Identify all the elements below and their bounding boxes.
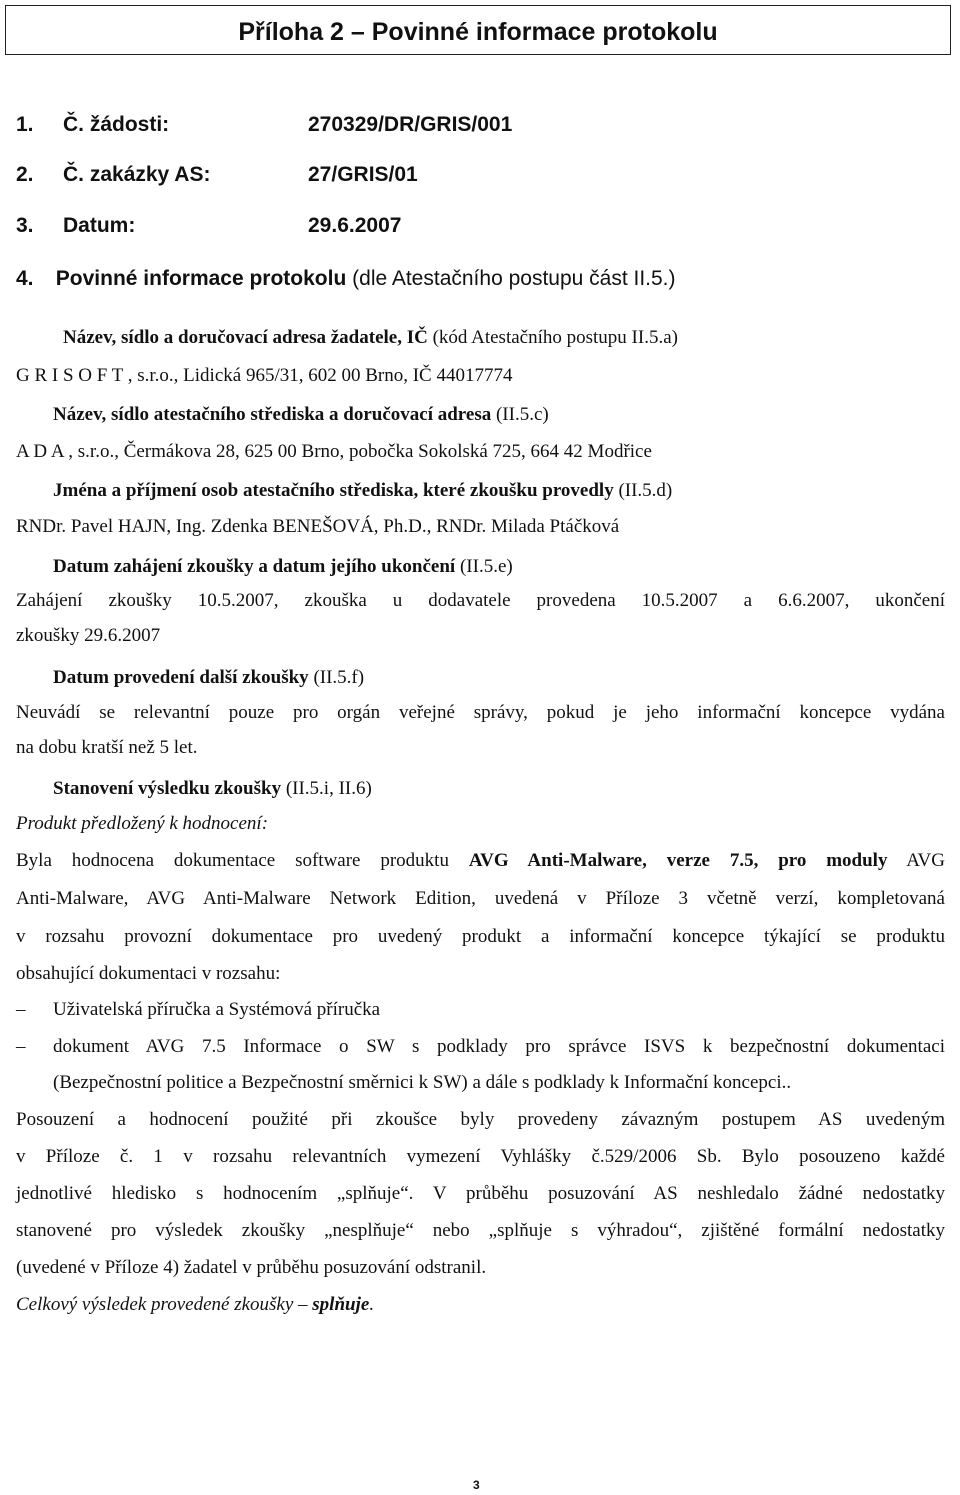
item-number: 4.	[16, 267, 34, 290]
section-d-heading	[53, 480, 672, 502]
page-title: Příloha 2 – Povinné informace protokolu	[238, 18, 718, 46]
section-f-code: (II.5.f)	[308, 667, 365, 688]
item-4-heading	[16, 266, 676, 291]
assessment-line-3: jednotlivé hledisko s hodnocením „splňuje“. V průběhu posuzování AS neshledalo žádné nedostatky	[16, 1183, 945, 1204]
section-a-bold: Název, sídlo a doručovací adresa žadatele, IČ	[63, 327, 428, 348]
order-number-row	[0, 163, 900, 191]
section-e-heading	[53, 556, 513, 578]
product-line-1-end: AVG	[887, 850, 946, 871]
section-c-heading	[53, 404, 549, 426]
section-d-code: (II.5.d)	[613, 480, 673, 501]
applicant-text: G R I S O F T , s.r.o., Lidická 965/31, 602 00 Brno, IČ 44017774	[16, 365, 513, 386]
section-f-heading	[53, 667, 364, 689]
product-name: AVG Anti-Malware, verze 7.5, pro moduly	[468, 850, 888, 871]
bullet-dash: –	[16, 999, 26, 1020]
product-line-1	[16, 850, 945, 872]
center-text: A D A , s.r.o., Čermákova 28, 625 00 Brno, pobočka Sokolská 725, 664 42 Modřice	[16, 441, 652, 462]
assessment-line-2: v Příloze č. 1 v rozsahu relevantních vymezení Vyhlášky č.529/2006 Sb. Bylo posouzeno každé	[16, 1146, 945, 1167]
next-test-line-2: na dobu kratší než 5 let.	[16, 737, 198, 758]
section-c-code: (II.5.c)	[491, 404, 549, 425]
bullet-item-continuation: (Bezpečnostní politice a Bezpečnostní směrnici k SW) a dále s podklady k Informační koncepci..	[53, 1072, 792, 1093]
item-4-normal: (dle Atestačního postupu část II.5.)	[346, 267, 676, 290]
assessment-line-1: Posouzení a hodnocení použité při zkoušce byly provedeny závazným postupem AS uvedeným	[16, 1109, 945, 1130]
section-a-heading	[63, 327, 678, 349]
product-line-3: v rozsahu provozní dokumentace pro uvedený produkt a informační koncepce týkající se produktu	[16, 926, 945, 947]
item-number: 3.	[16, 214, 34, 237]
section-c-bold: Název, sídlo atestačního střediska a doručovací adresa	[53, 404, 492, 425]
item-label: Č. žádosti:	[63, 113, 170, 136]
product-line-2: Anti-Malware, AVG Anti-Malware Network Edition, uvedená v Příloze 3 včetně verzí, kompletovaná	[16, 888, 945, 909]
date-row	[0, 214, 900, 242]
request-number-row	[0, 113, 900, 141]
test-dates-line-1: Zahájení zkoušky 10.5.2007, zkouška u dodavatele provedena 10.5.2007 a 6.6.2007, ukončení	[16, 590, 945, 611]
title-box	[5, 5, 951, 55]
section-e-bold: Datum zahájení zkoušky a datum jejího ukončení	[53, 556, 456, 577]
bullet-item: dokument AVG 7.5 Informace o SW s podklady pro správce ISVS k bezpečnostní dokumentaci	[53, 1036, 945, 1057]
item-number: 1.	[16, 113, 34, 136]
section-f-bold: Datum provedení další zkoušky	[53, 667, 309, 688]
section-i-bold: Stanovení výsledku zkoušky	[53, 778, 282, 799]
item-value: 270329/DR/GRIS/001	[308, 113, 513, 136]
result-suffix: .	[369, 1294, 375, 1315]
product-line-4: obsahující dokumentaci v rozsahu:	[16, 963, 281, 984]
personnel-text: RNDr. Pavel HAJN, Ing. Zdenka BENEŠOVÁ, Ph.D., RNDr. Milada Ptáčková	[16, 516, 620, 537]
section-a-code: (kód Atestačního postupu II.5.a)	[427, 327, 678, 348]
item-label: Datum:	[63, 214, 136, 237]
product-line-1-text: Byla hodnocena dokumentace software produktu	[16, 850, 469, 871]
section-d-bold: Jména a příjmení osob atestačního střediska, které zkoušku provedly	[53, 480, 614, 501]
test-dates-line-2: zkoušky 29.6.2007	[16, 625, 161, 646]
item-value: 29.6.2007	[308, 214, 402, 237]
item-4-bold: Povinné informace protokolu	[55, 267, 347, 290]
overall-result	[16, 1294, 374, 1316]
item-value: 27/GRIS/01	[308, 163, 418, 186]
section-e-code: (II.5.e)	[455, 556, 513, 577]
page-number: 3	[473, 1478, 480, 1492]
section-i-code: (II.5.i, II.6)	[281, 778, 372, 799]
bullet-item: Uživatelská příručka a Systémová příručka	[53, 999, 381, 1020]
product-subtitle: Produkt předložený k hodnocení:	[16, 813, 269, 834]
assessment-line-5: (uvedené v Příloze 4) žadatel v průběhu posuzování odstranil.	[16, 1257, 487, 1278]
next-test-line-1: Neuvádí se relevantní pouze pro orgán veřejné správy, pokud je jeho informační koncepce vydána	[16, 702, 945, 723]
result-verdict: splňuje	[312, 1294, 370, 1315]
section-i-heading	[53, 778, 372, 800]
item-number: 2.	[16, 163, 34, 186]
bullet-dash: –	[16, 1036, 26, 1057]
assessment-line-4: stanovené pro výsledek zkoušky „nesplňuje“ nebo „splňuje s výhradou“, zjištěné formální nedostatky	[16, 1220, 945, 1241]
item-label: Č. zakázky AS:	[63, 163, 211, 186]
result-prefix: Celkový výsledek provedené zkoušky –	[16, 1294, 313, 1315]
